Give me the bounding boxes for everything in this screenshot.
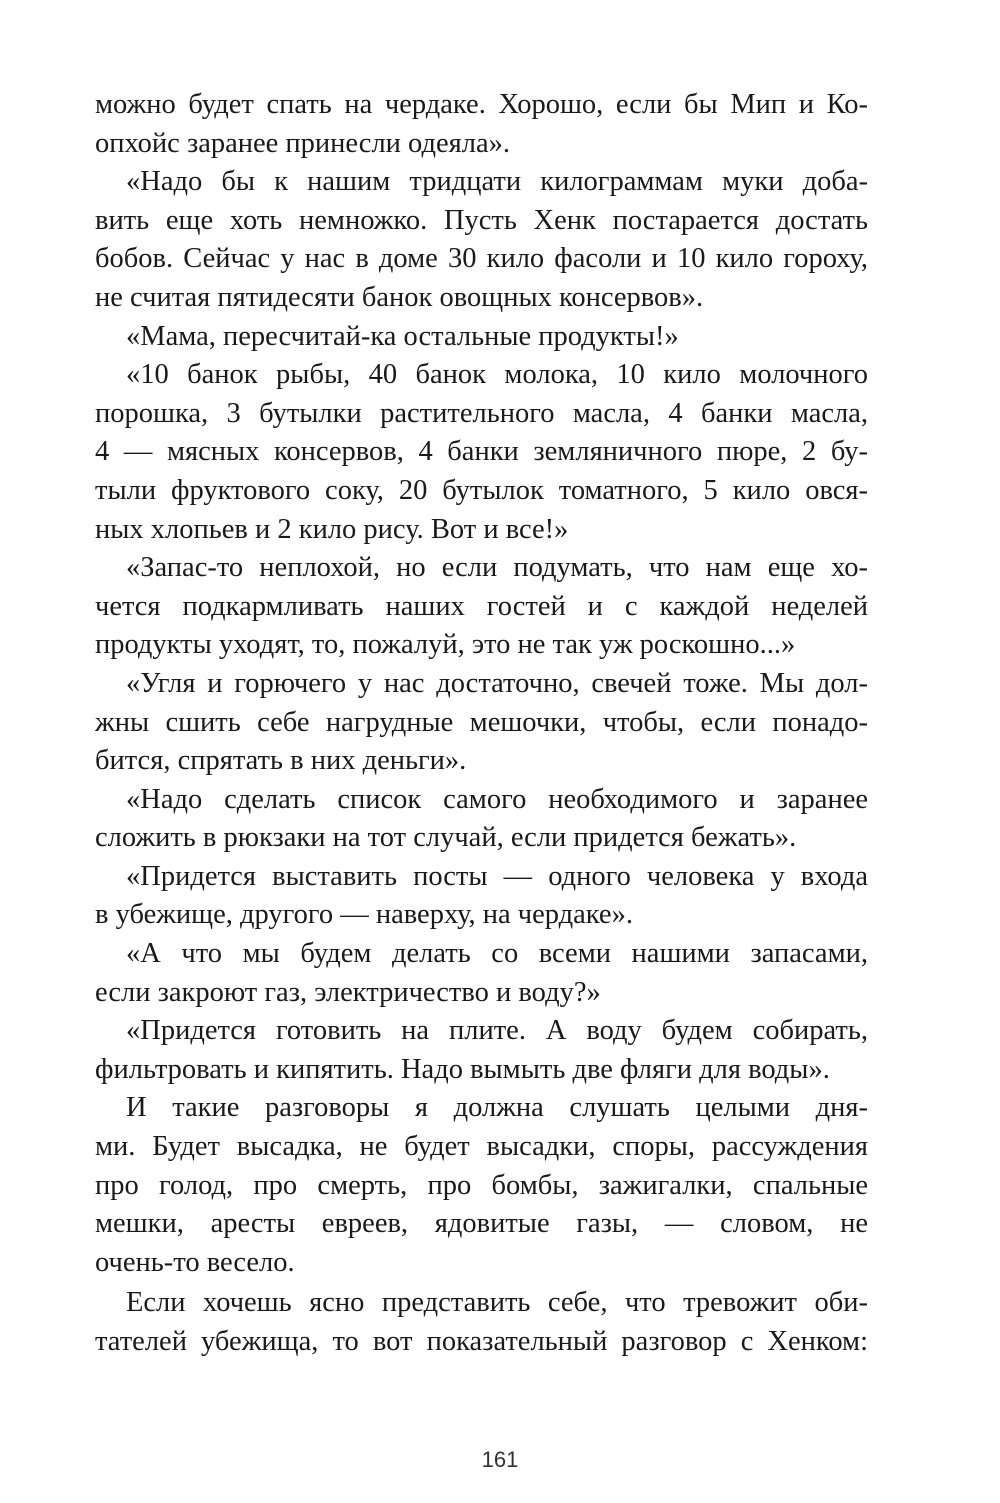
paragraph <box>95 781 868 858</box>
paragraph <box>95 935 868 1012</box>
text-line: мешки, аресты евреев, ядовитые газы, — словом, не <box>95 1208 868 1240</box>
text-line: «А что мы будем делать со всеми нашими запасами, <box>126 938 868 970</box>
text-line: опхойс заранее принесли одеяла». <box>95 127 510 159</box>
paragraph <box>95 356 868 549</box>
page-body-text <box>95 86 868 1362</box>
paragraph <box>95 665 868 781</box>
text-line: если закроют газ, электричество и воду?» <box>95 976 601 1008</box>
paragraph <box>95 163 868 317</box>
text-line: можно будет спать на чердаке. Хорошо, если бы Мип и Ко- <box>95 89 868 120</box>
text-line: И такие разговоры я должна слушать целыми дня- <box>126 1092 868 1124</box>
text-line: 4 — мясных консервов, 4 банки земляничного пюре, 2 бу- <box>95 436 868 468</box>
text-line: бобов. Сейчас у нас в доме 30 кило фасоли и 10 кило гороху, <box>95 243 868 275</box>
text-line: «Угля и горючего у нас достаточно, свечей тоже. Мы дол- <box>126 667 868 699</box>
text-line: порошка, 3 бутылки растительного масла, 4 банки масла, <box>95 397 868 429</box>
text-line: ных хлопьев и 2 кило рису. Вот и все!» <box>95 513 569 545</box>
text-line: не считая пятидесяти банок овощных консервов». <box>95 281 704 313</box>
page-number: 161 <box>481 1447 519 1472</box>
text-line: «Придется готовить на плите. А воду будем собирать, <box>126 1015 868 1047</box>
text-line: «Надо бы к нашим тридцати килограммам муки доба- <box>126 166 868 198</box>
text-line: вить еще хоть немножко. Пусть Хенк постарается достать <box>95 204 868 236</box>
text-line: «Запас-то неплохой, но если подумать, что нам еще хо- <box>126 552 868 584</box>
paragraph <box>95 1089 868 1282</box>
text-line: «10 банок рыбы, 40 банок молока, 10 кило молочного <box>126 359 868 391</box>
text-line: продукты уходят, то, пожалуй, это не так уж роскошно...» <box>95 629 796 661</box>
text-line: очень-то весело. <box>95 1246 295 1278</box>
text-line: тыли фруктового соку, 20 бутылок томатного, 5 кило овся- <box>95 474 868 506</box>
text-line: чется подкармливать наших гостей и с каждой неделей <box>95 590 868 622</box>
paragraph <box>95 318 868 357</box>
text-line: фильтровать и кипятить. Надо вымыть две фляги для воды». <box>95 1053 830 1085</box>
text-line: тателей убежища, то вот показательный разговор с Хенком: <box>95 1326 868 1357</box>
paragraph <box>95 858 868 935</box>
text-line: в убежище, другого — наверху, на чердаке». <box>95 899 633 931</box>
text-line: сложить в рюкзаки на тот случай, если придется бежать». <box>95 822 797 854</box>
paragraph <box>95 86 868 163</box>
text-line: «Придется выставить посты — одного человека у входа <box>126 860 868 892</box>
text-line: ми. Будет высадка, не будет высадки, споры, рассуждения <box>95 1131 868 1163</box>
paragraph <box>95 549 868 665</box>
text-line: жны сшить себе нагрудные мешочки, чтобы, если понадо- <box>95 706 868 738</box>
text-line: про голод, про смерть, про бомбы, зажигалки, спальные <box>95 1169 868 1201</box>
text-line: «Надо сделать список самого необходимого и заранее <box>126 783 868 815</box>
text-line: бится, спрятать в них деньги». <box>95 745 467 777</box>
text-line: «Мама, пересчитай-ка остальные продукты!» <box>126 320 679 352</box>
text-line: Если хочешь ясно представить себе, что тревожит оби- <box>126 1287 868 1319</box>
paragraph <box>95 1284 868 1361</box>
paragraph <box>95 1012 868 1089</box>
